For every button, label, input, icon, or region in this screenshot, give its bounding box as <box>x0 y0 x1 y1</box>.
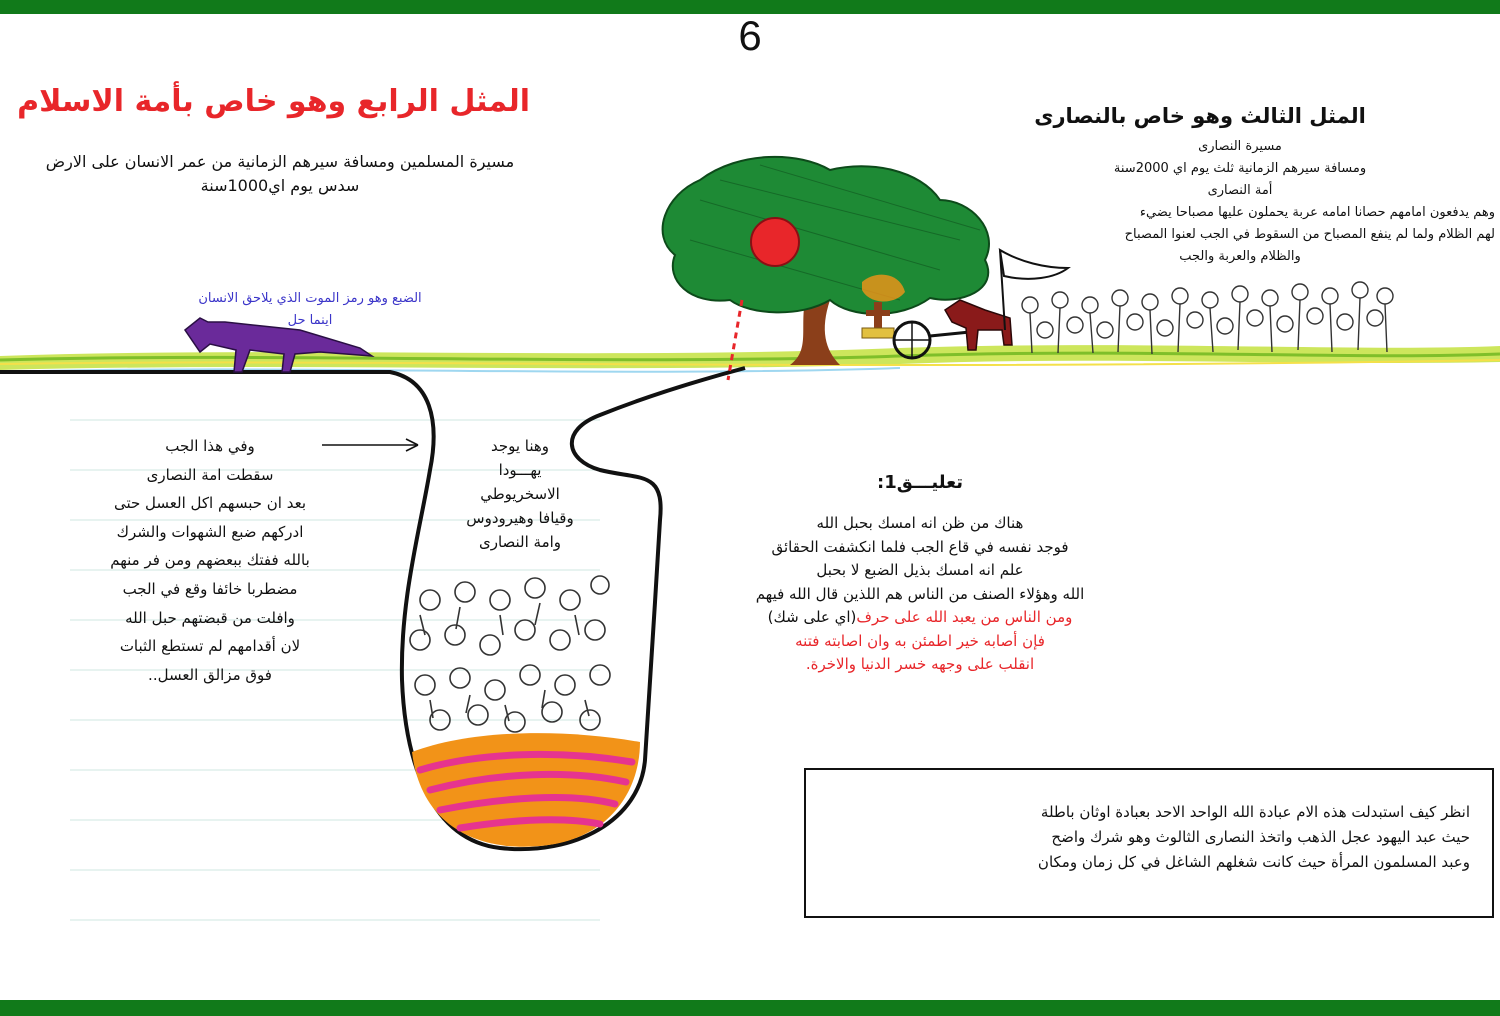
left-description-line: مسيرة المسلمين ومسافة سيرهم الزمانية من عمر الانسان على الارض <box>45 152 515 171</box>
well-left-line: بعد ان حبسهم اكل العسل حتى <box>113 494 307 513</box>
tree <box>663 157 989 380</box>
well-left-line: لان أقدامهم لم تستطع الثبات <box>119 637 301 656</box>
right-line: أمة النصارى <box>1207 183 1273 198</box>
left-title: المثل الرابع وهو خاص بأمة الاسلام <box>17 84 530 119</box>
note-line: انظر كيف استبدلت هذه الام عبادة الله الواحد الاحد بعبادة اوثان باطلة <box>1040 803 1470 821</box>
well-left-line: وفي هذا الجب <box>165 437 255 455</box>
comment-line: هناك من ظن انه امسك بحبل الله <box>816 514 1024 532</box>
page-number: 6 <box>738 12 762 59</box>
comment-line: فوجد نفسه في قاع الجب فلما انكشفت الحقائق <box>771 537 1069 556</box>
comment-aside: (اي على شك) <box>767 608 857 626</box>
comment-title: تعليـــق1: <box>876 472 964 493</box>
bottom-green-band <box>0 1000 1500 1016</box>
right-line: ومسافة سيرهم الزمانية ثلث يوم اي 2000سنة <box>1113 161 1367 176</box>
comment-red-line: انقلب على وجهه خسر الدنيا والاخرة. <box>805 655 1035 673</box>
fire <box>412 733 640 847</box>
well-left-line: فوق مزالق العسل.. <box>148 665 272 684</box>
comment-text <box>660 512 1180 677</box>
comment-red-line: فإن أصابه خير اطمئن به وان اصابته فتنه <box>795 631 1045 650</box>
well-left-line: ادركهم ضبع الشهوات والشرك <box>116 522 304 541</box>
note-box-text <box>830 800 1470 875</box>
right-line: والظلام والعربة والجب <box>1179 249 1301 264</box>
comment-line: الله وهؤلاء الصنف من الناس هم اللذين قال الله فيهم <box>755 584 1085 603</box>
note-line: حيث عبد اليهود عجل الذهب واتخذ النصارى الثالوث وهو شرك واضح <box>1051 828 1470 846</box>
ground <box>0 345 1500 372</box>
comment-red-quote: ومن الناس من يعبد الله على حرف <box>856 608 1073 626</box>
well-left-line: مضطربا خائفا وقع في الجب <box>122 579 298 598</box>
well-jews-line: وامة النصارى <box>478 533 562 551</box>
right-line: مسيرة النصارى <box>1198 139 1282 154</box>
left-description <box>0 150 560 198</box>
well-jews-line: الاسخريوطي <box>480 485 560 503</box>
well-left-line: وافلت من قبضتهم حبل الله <box>125 608 295 627</box>
right-line: وهم يدفعون امامهم حصانا امامه عربة يحملون عليها مصباحا يضيء <box>1139 205 1495 220</box>
right-description <box>985 136 1495 268</box>
well-left-text <box>40 432 380 689</box>
well-jews-line: يهـــودا <box>498 461 542 479</box>
note-line: وعبد المسلمون المرأة حيث كانت شغلهم الشاغل في كل زمان ومكان <box>1037 853 1470 871</box>
crowd-in-well <box>410 576 610 732</box>
comment-line: علم انه امسك بذيل الضبع لا بحبل <box>816 561 1024 579</box>
well-jews-line: وقيافا وهيرودوس <box>466 509 574 527</box>
hyena-caption-line: اينما حل <box>287 313 333 328</box>
comment-line-mixed <box>660 606 1180 630</box>
well-left-line: بالله ففتك ببعضهم ومن فر منهم <box>110 551 310 570</box>
well-jews-line: وهنا يوجد <box>490 437 550 455</box>
hyena-caption-line: الضبع وهو رمز الموت الذي يلاحق الانسان <box>198 291 422 306</box>
well-left-line: سقطت امة النصارى <box>146 465 274 484</box>
right-title: المثل الثالث وهو خاص بالنصارى <box>1034 104 1366 128</box>
right-line: لهم الظلام ولما لم ينفع المصباح من السقوط في الجب لعنوا المصباح <box>1124 227 1495 242</box>
well-jews-text <box>440 434 600 554</box>
hyena-caption <box>150 288 470 332</box>
left-description-line: سدس يوم اي1000سنة <box>200 176 360 195</box>
